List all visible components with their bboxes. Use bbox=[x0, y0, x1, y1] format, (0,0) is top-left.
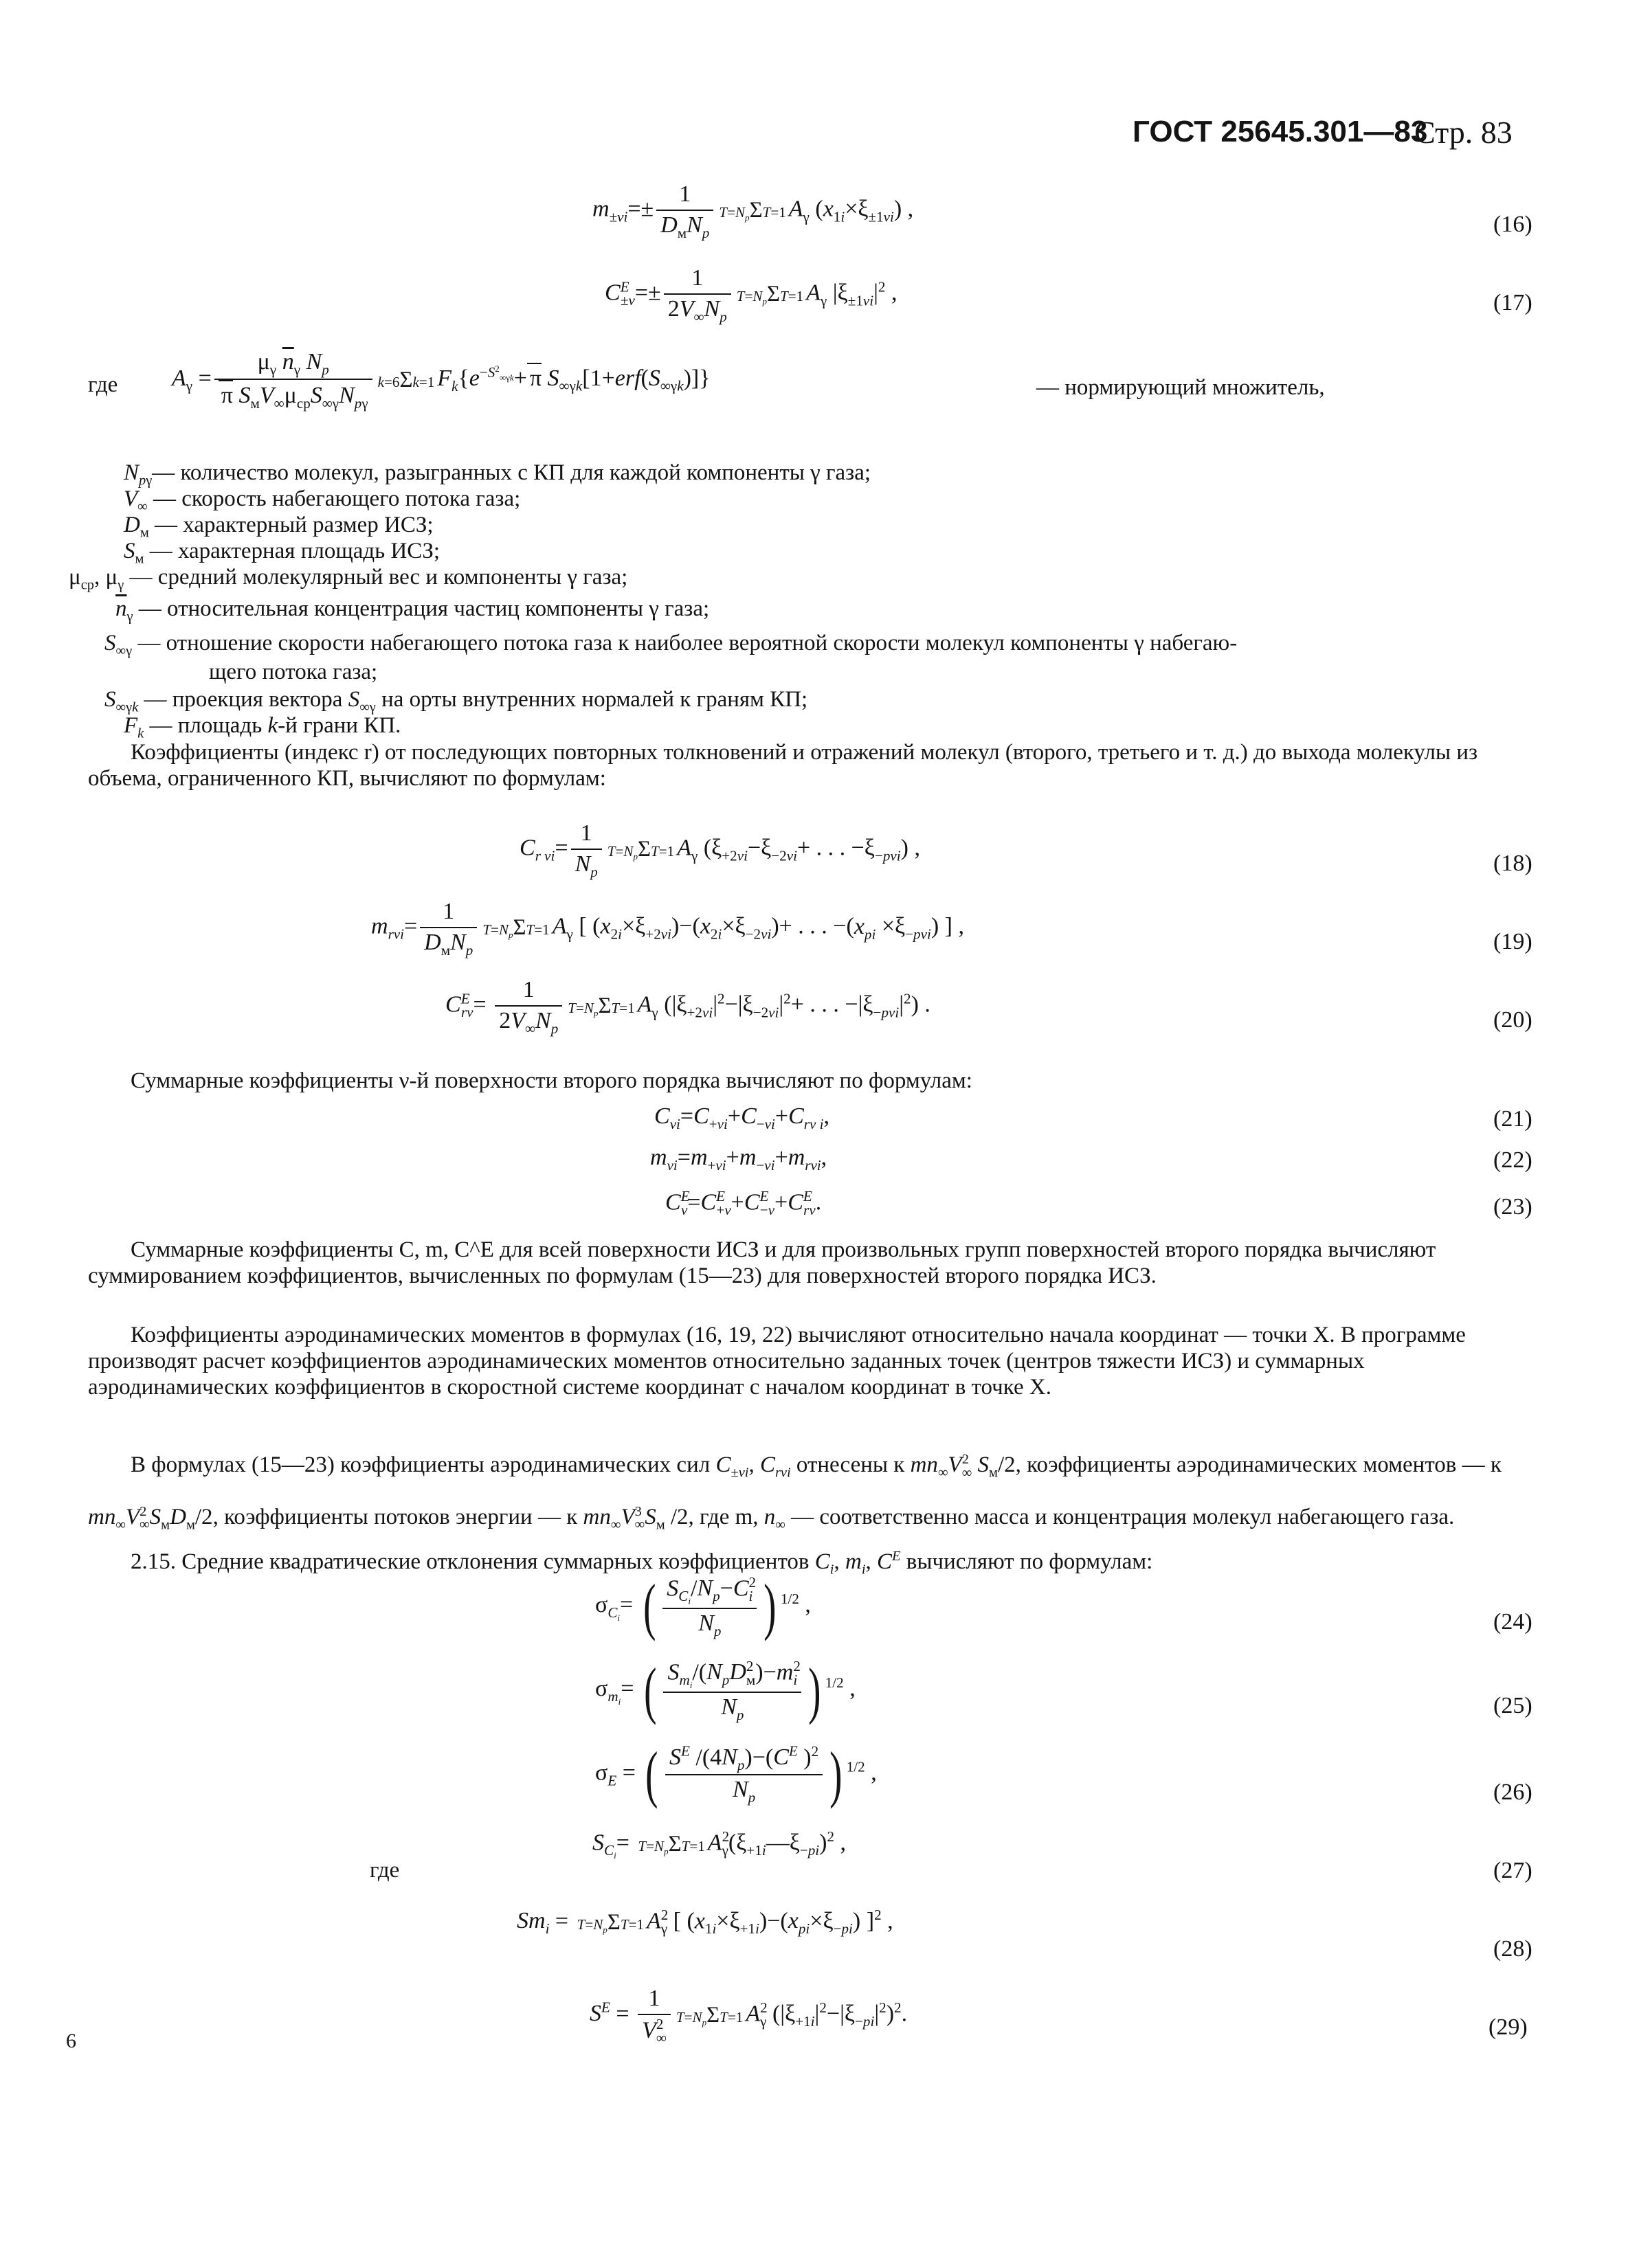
where-label: где bbox=[88, 372, 118, 397]
definition-s-inf: $S_{\infty\gamma}$ — отношение скорости набегающего потока газа к наиболее вероятной скорости молекул компоненты γ набегаю- bbox=[104, 631, 1238, 659]
formula-16: $m_{\pm vi}=\pm$ $\frac{1}{D_мN_p}$ $T=N_p\Sigma T=1$ $A_\gamma$ $(x_{1i}\times\xi_{\pm 1vi})$ , bbox=[592, 181, 914, 241]
formula-26: $\sigma_E$ = ( $\frac{S^E /(4N_p)-(C^E )^2}{N_p}$ ) $^{1/2}$ , bbox=[595, 1738, 877, 1809]
formula-28: $Sm_i = T=N_p\Sigma T=1$ $A^2_\gamma$ [ $(x_{1i}\times\xi_{+1i})-(x_{pi}\times\xi_{-pi})$ ]$^2$ , bbox=[517, 1907, 893, 1938]
formula-normalizing-factor: $A_\gamma$ = $\frac{\mu_\gamma \overline{n}_\gamma N_p}{\pi S_мV_\infty\mu_{ср}S_{\infty\gamma}N_{p\gamma}}$ k=6Σk=1 $F_k\{e^{-S^2_{\infty\gamma k}}+ \pi$ $S_{\infty\gamma k}[1+erf(S_{\infty\gamma k})]$} bbox=[172, 349, 711, 412]
formula-29: $S^E$ = $\frac{1}{V^2_\infty}$ $T=N_p\Sigma T=1$ $A^2_\gamma$ $(|\xi_{+1i}|^2-|\xi_{-pi}|^2)^2$. bbox=[590, 1986, 908, 2046]
definition-s-m: $S_м$ — характерная площадь ИСЗ; bbox=[124, 539, 441, 567]
equation-number-26: (26) bbox=[1493, 1779, 1532, 1805]
equation-number-28: (28) bbox=[1493, 1936, 1532, 1962]
equation-number-29: (29) bbox=[1488, 2014, 1528, 2040]
formula-20: $C^E_{rv}=$ $\frac{1}{2V_\infty N_p}$ $T=N_p\Sigma T=1$ $A_\gamma$ ($|\xi_{+2vi}|^2-|\xi_{-2vi}|^2+$ . . . $-|\xi_{-pvi}|^2$) . bbox=[445, 977, 930, 1037]
formula-22: $m_{vi}=m_{+vi}+m_{-vi}+m_{rvi}$, bbox=[650, 1145, 827, 1174]
paragraph-moments: Коэффициенты аэродинамических моментов в формулах (16, 19, 22) вычисляют относительно начала координат — точки X. В программе производят расчет коэффициентов аэродинамических моментов относительно заданных точек (центров тяжести ИСЗ) и суммарных аэродинамических коэффициентов в скоростной системе координат с началом координат в точке X. bbox=[88, 1323, 1466, 1400]
paragraph-subsequent-coefficients: Коэффициенты (индекс r) от последующих повторных толкновений и отражений молекул (второго, третьего и т. д.) до выхода молекулы из объема, ограниченного КП, вычисляют по формулам: bbox=[88, 740, 1478, 791]
equation-number-17: (17) bbox=[1493, 290, 1532, 315]
where-label-2: где bbox=[370, 1858, 400, 1883]
equation-number-24: (24) bbox=[1493, 1609, 1532, 1635]
equation-number-25: (25) bbox=[1493, 1693, 1532, 1718]
definition-v-inf: $V_\infty$ — скорость набегающего потока газа; bbox=[124, 486, 521, 515]
formula-24: $\sigma_{C_i}=$ ( $\frac{S_{C_i}/N_p-C^2_i}{N_p}$ ) $^{1/2}$ , bbox=[595, 1571, 811, 1641]
definition-f-k: $F_k$ — площадь k-й грани КП. bbox=[124, 713, 401, 741]
equation-number-21: (21) bbox=[1493, 1106, 1532, 1132]
definition-n-p-gamma: $N_{p\gamma}—$ количество молекул, разыгранных с КП для каждой компоненты γ газа; bbox=[124, 460, 871, 489]
equation-number-22: (22) bbox=[1493, 1147, 1532, 1173]
formula-17: $C^E_{\pm v}=\pm$ $\frac{1}{2V_\infty N_p}$ $T=N_p\Sigma T=1$ $A_\gamma$ $|\xi_{\pm 1vi}|^2$ , bbox=[605, 265, 897, 325]
footer-page-number: 6 bbox=[66, 2030, 76, 2052]
equation-number-16: (16) bbox=[1493, 212, 1532, 237]
definition-s-inf-k: $S_{\infty\gamma k}$ — проекция вектора $S_{\infty\gamma}$ на орты внутренних нормалей к граням КП; bbox=[104, 687, 808, 715]
formula-27: $S_{C_i}= T=N_p\Sigma T=1$ $A^2_\gamma(\xi_{+1i}—\xi_{-pi})^2$ , bbox=[592, 1828, 847, 1861]
paragraph-2-15: 2.15. Средние квадратические отклонения суммарных коэффициентов $C_i$, $m_i$, $C^E$ вычисляют по формулам: bbox=[131, 1549, 1153, 1578]
normalizing-factor-label: — нормирующий множитель, bbox=[1036, 375, 1325, 400]
paragraph-total-coefficients: Суммарные коэффициенты ν-й поверхности второго порядка вычисляют по формулам: bbox=[131, 1068, 972, 1093]
formula-25: $\sigma_{m_i}=$ ( $\frac{S_{m_i}/(N_pD^2_м)-m^2_i}{N_p}$ ) $^{1/2}$ , bbox=[595, 1654, 856, 1725]
formula-21: $C_{vi}=C_{+vi}+C_{-vi}+C_{rv i}$, bbox=[654, 1103, 829, 1132]
equation-number-23: (23) bbox=[1493, 1194, 1532, 1220]
header-title: ГОСТ 25645.301—83 bbox=[1133, 115, 1428, 148]
paragraph-normalization: В формулах (15—23) коэффициенты аэродинамических сил $C_{\pm vi}$, $C_{rvi}$ отнесены к $mn_\infty V^2_\infty$ $S_м/2$, коэффициенты аэродинамических моментов — к $mn_\infty V^2_\infty S_мD_м/2$, коэффициенты потоков энергии — к $mn_\infty V^3_\infty S_м$ /2, где m, $n_\infty$ — соответственно масса и концентрация молекул набегающего газа. bbox=[88, 1452, 1502, 1533]
definition-s-inf-continued: щего потока газа; bbox=[209, 660, 378, 684]
formula-19: $m_{rvi}=$ $\frac{1}{D_мN_p}$ $T=N_p\Sigma T=1$ $A_\gamma$ [ $(x_{2i}\times\xi_{+2vi})-(x_{2i}\times\xi_{-2vi})+$ . . . $-(x_{pi} \times\xi_{-pvi})$ ] , bbox=[371, 899, 964, 958]
header-page-label: Стр. 83 bbox=[1414, 115, 1513, 150]
equation-number-27: (27) bbox=[1493, 1858, 1532, 1883]
definition-n-gamma: $\overline{n}_\gamma$ — относительная концентрация частиц компоненты γ газа; bbox=[115, 596, 710, 625]
formula-18: $C_{r vi}=$ $\frac{1}{N_p}$ $T=N_p\Sigma T=1$ $A_\gamma$ ($\xi_{+2vi}-\xi_{-2vi}+$ . . . $-\xi_{-pvi}$) , bbox=[520, 820, 920, 880]
equation-number-18: (18) bbox=[1493, 851, 1532, 876]
definition-mu: $\mu_{ср}$, $\mu_\gamma$ — средний молекулярный вес и компоненты γ газа; bbox=[69, 565, 628, 593]
definition-d-m: $D_м$ — характерный размер ИСЗ; bbox=[124, 513, 434, 541]
equation-number-20: (20) bbox=[1493, 1007, 1532, 1033]
formula-23: $C^E_v=C^E_{+v}+C^E_{-v}+C^E_{rv}$. bbox=[665, 1188, 822, 1219]
paragraph-summation: Суммарные коэффициенты C, m, C^E для всей поверхности ИСЗ и для произвольных групп поверхностей второго порядка вычисляют суммированием коэффициентов, вычисленных по формулам (15—23) для поверхностей второго порядка ИСЗ. bbox=[88, 1237, 1436, 1288]
equation-number-19: (19) bbox=[1493, 929, 1532, 954]
